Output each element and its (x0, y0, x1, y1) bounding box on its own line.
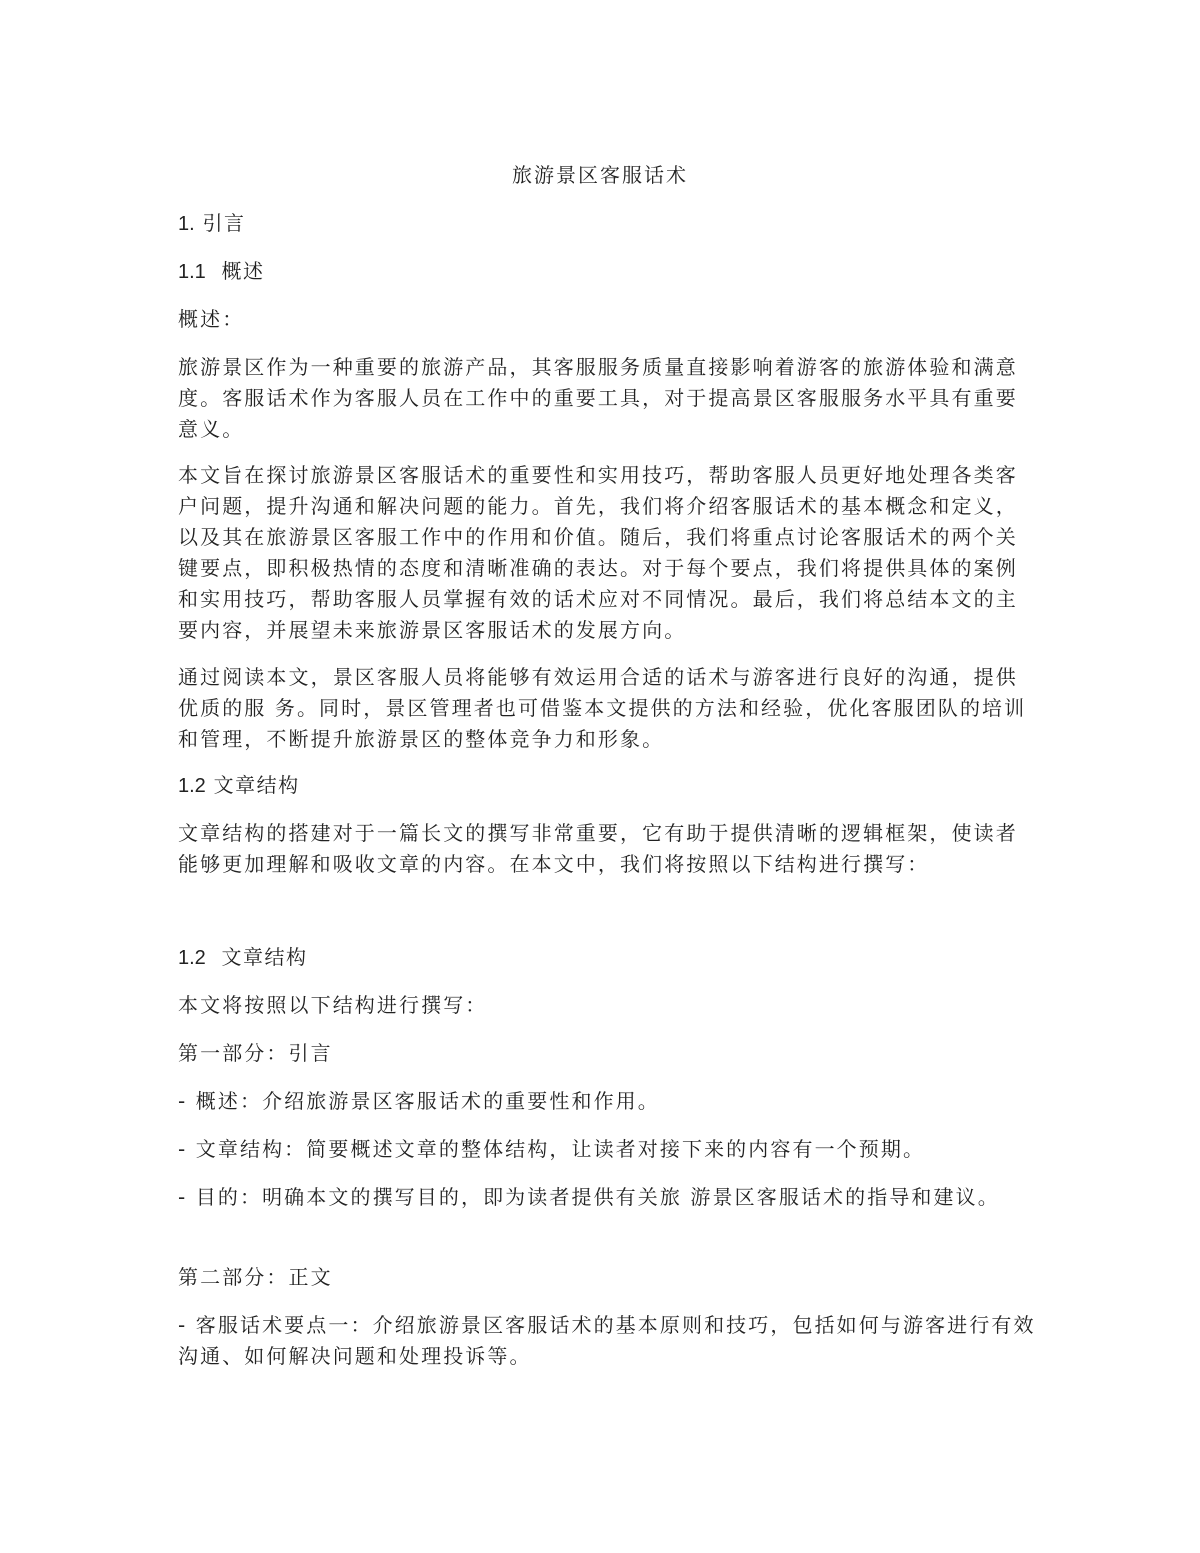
heading-number: 1. (178, 213, 195, 235)
heading-number: 1.2 (178, 775, 206, 797)
document-title: 旅游景区客服话术 (512, 163, 688, 187)
paragraph-structure: 文章结构的搭建对于一篇长文的撰写非常重要，它有助于提供清晰的逻辑框架，使读者能够更加理解和吸收文章的内容。在本文中，我们将按照以下结构进行撰写： (178, 821, 1018, 876)
heading-text: 文章结构 (221, 945, 308, 969)
paragraph-intro: 旅游景区作为一种重要的旅游产品，其客服服务质量直接影响着游客的旅游体验和满意度。客服话术作为客服人员在工作中的重要工具，对于提高景区客服服务水平具有重要意义。 (178, 355, 1018, 441)
heading-text: 引言 (202, 211, 246, 235)
heading-1-2-structure-repeat (178, 942, 1038, 974)
list-item-overview: - 概述：介绍旅游景区客服话术的重要性和作用。 (178, 1089, 660, 1113)
paragraph-benefit: 通过阅读本文，景区客服人员将能够有效运用合适的话术与游客进行良好的沟通，提供优质的服 务。同时，景区管理者也可借鉴本文提供的方法和经验，优化客服团队的培训和管理，不断提升旅游景区的整体竞争力和形象。 (178, 665, 1027, 751)
heading-number: 1.2 (178, 947, 206, 969)
heading-1-introduction (178, 208, 1038, 240)
heading-text: 文章结构 (213, 773, 300, 797)
heading-1-2-structure (178, 770, 1038, 802)
heading-number: 1.1 (178, 261, 206, 283)
heading-1-1-overview (178, 256, 1038, 288)
list-item-key-point-one: - 客服话术要点一：介绍旅游景区客服话术的基本原则和技巧，包括如何与游客进行有效沟通、如何解决问题和处理投诉等。 (178, 1313, 1036, 1368)
list-item-purpose: - 目的：明确本文的撰写目的，即为读者提供有关旅 游景区客服话术的指导和建议。 (178, 1185, 1000, 1209)
list-item-structure: - 文章结构：简要概述文章的整体结构，让读者对接下来的内容有一个预期。 (178, 1137, 926, 1161)
paragraph-structure-intro: 本文将按照以下结构进行撰写： (178, 993, 488, 1017)
part-two-heading: 第二部分：正文 (178, 1265, 333, 1289)
overview-label: 概述： (178, 307, 245, 331)
heading-text: 概述 (221, 259, 265, 283)
paragraph-purpose: 本文旨在探讨旅游景区客服话术的重要性和实用技巧，帮助客服人员更好地处理各类客户问题，提升沟通和解决问题的能力。首先，我们将介绍客服话术的基本概念和定义，以及其在旅游景区客服工作中的作用和价值。随后，我们将重点讨论客服话术的两个关键要点，即积极热情的态度和清晰准确的表达。对于每个要点，我们将提供具体的案例和实用技巧，帮助客服人员掌握有效的话术应对不同情况。最后，我们将总结本文的主要内容，并展望未来旅游景区客服话术的发展方向。 (178, 463, 1018, 642)
part-one-heading: 第一部分：引言 (178, 1041, 333, 1065)
